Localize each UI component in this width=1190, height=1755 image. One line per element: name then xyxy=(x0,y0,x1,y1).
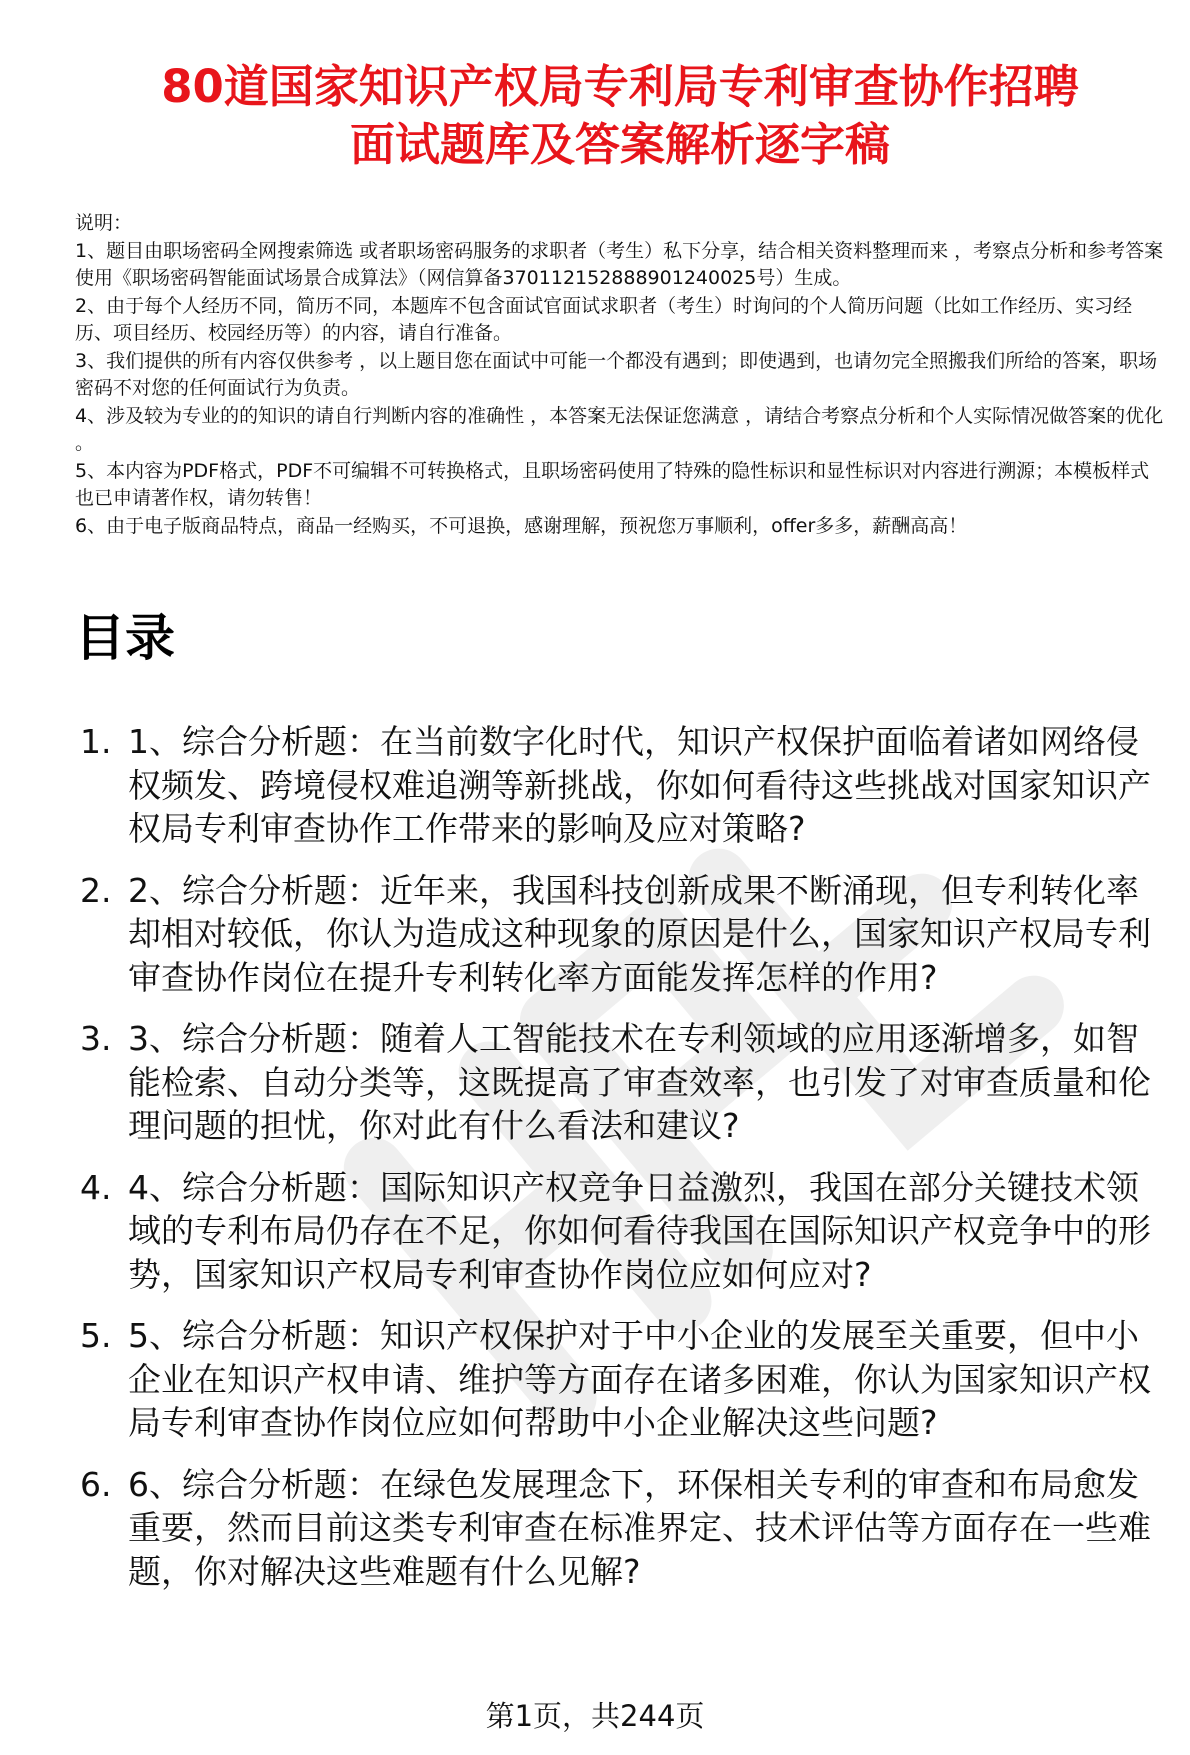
note-item: 5、本内容为PDF格式，PDF不可编辑不可转换格式，且职场密码使用了特殊的隐性标识和显性标识对内容进行溯源；本模板样式也已申请著作权，请勿转售！ xyxy=(75,459,1150,509)
toc-item-number: 1. xyxy=(80,722,112,761)
toc-item[interactable] xyxy=(70,720,1170,851)
toc-item[interactable] xyxy=(70,1314,1170,1445)
toc-item-text: 5、综合分析题：知识产权保护对于中小企业的发展至关重要，但中小企业在知识产权申请、维护等方面存在诸多困难，你认为国家知识产权局专利审查协作岗位应如何帮助中小企业解决这些问题? xyxy=(128,1316,1151,1442)
document-title-line1: 80道国家知识产权局专利局专利审查协作招聘 xyxy=(161,60,1079,113)
toc-item-text: 6、综合分析题：在绿色发展理念下，环保相关专利的审查和布局愈发重要，然而目前这类专利审查在标准界定、技术评估等方面存在一些难题，你对解决这些难题有什么见解? xyxy=(128,1464,1151,1591)
toc-item[interactable] xyxy=(70,1463,1170,1594)
toc-heading: 目录 xyxy=(75,609,175,667)
toc-item[interactable] xyxy=(70,869,1170,1000)
note-item: 1、题目由职场密码全网搜索筛选 或者职场密码服务的求职者（考生）私下分享，结合相关资料整理而来 ，考察点分析和参考答案使用《职场密码智能面试场景合成算法》（网信算备370112152888901240025号）生成。 xyxy=(75,239,1164,289)
note-item: 6、由于电子版商品特点，商品一经购买，不可退换，感谢理解，预祝您万事顺利，offer多多，薪酬高高！ xyxy=(75,514,968,537)
toc-item-number: 5. xyxy=(80,1316,112,1355)
notes-heading: 说明： xyxy=(75,212,133,234)
note-item: 2、由于每个人经历不同，简历不同，本题库不包含面试官面试求职者（考生）时询问的个人简历问题（比如工作经历、实习经历、项目经历、校园经历等）的内容，请自行准备。 xyxy=(75,294,1133,344)
notes-section xyxy=(75,210,1165,540)
note-item: 4、涉及较为专业的的知识的请自行判断内容的准确性 ，本答案无法保证您满意 ，请结合考察点分析和个人实际情况做答案的优化 。 xyxy=(75,404,1164,454)
toc-item-text: 2、综合分析题：近年来，我国科技创新成果不断涌现，但专利转化率却相对较低，你认为造成这种现象的原因是什么，国家知识产权局专利审查协作岗位在提升专利转化率方面能发挥怎样的作用? xyxy=(128,870,1151,997)
toc-item[interactable] xyxy=(70,1166,1170,1297)
toc-item-number: 4. xyxy=(80,1167,112,1207)
note-item: 3、我们提供的所有内容仅供参考 ，以上题目您在面试中可能一个都没有遇到；即使遇到，也请勿完全照搬我们所给的答案，职场密码不对您的任何面试行为负责。 xyxy=(75,349,1158,399)
toc-item-text: 4、综合分析题：国际知识产权竞争日益激烈，我国在部分关键技术领域的专利布局仍存在不足，你如何看待我国在国际知识产权竞争中的形势，国家知识产权局专利审查协作岗位应如何应对? xyxy=(128,1167,1151,1294)
toc-item[interactable] xyxy=(70,1017,1170,1148)
toc-item-number: 2. xyxy=(80,870,112,910)
toc-item-number: 6. xyxy=(80,1464,112,1504)
toc-item-text: 3、综合分析题：随着人工智能技术在专利领域的应用逐渐增多，如智能检索、自动分类等，这既提高了审查效率，也引发了对审查质量和伦理问题的担忧，你对此有什么看法和建议? xyxy=(128,1019,1151,1145)
page-footer: 第1页，共244页 xyxy=(485,1699,705,1733)
document-title xyxy=(80,58,1160,174)
toc-item-number: 3. xyxy=(80,1019,112,1058)
toc-item-text: 1、综合分析题：在当前数字化时代，知识产权保护面临着诸如网络侵权频发、跨境侵权难追溯等新挑战，你如何看待这些挑战对国家知识产权局专利审查协作工作带来的影响及应对策略? xyxy=(128,722,1151,848)
document-title-line2: 面试题库及答案解析逐字稿 xyxy=(349,118,890,171)
toc-list xyxy=(70,720,1170,1611)
